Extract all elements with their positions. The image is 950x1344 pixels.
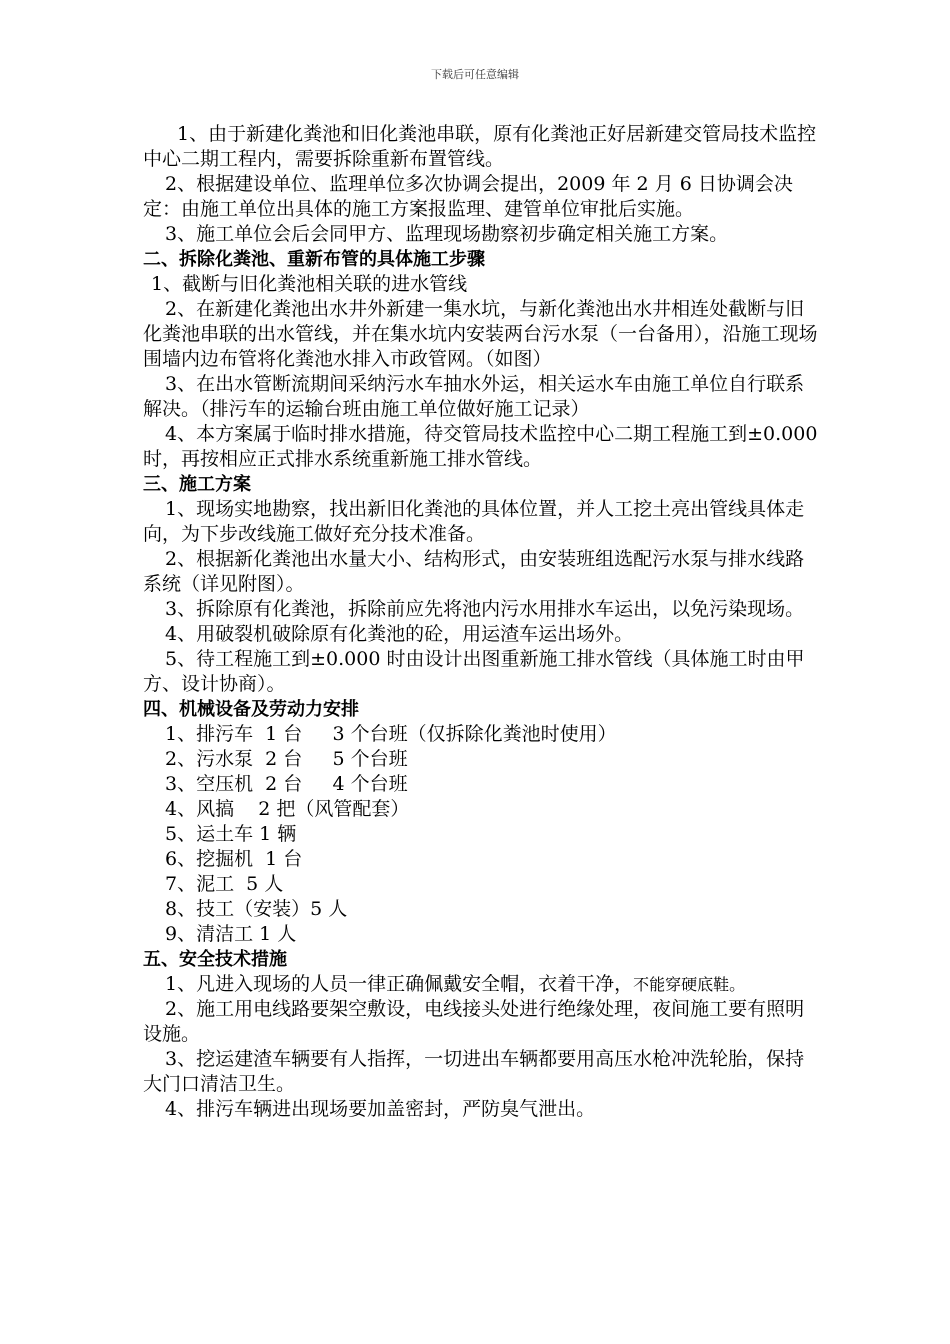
paragraph	[143, 972, 823, 997]
list-item: 4、风搞 2 把（风管配套）	[165, 798, 410, 820]
paragraph: 1、由于新建化粪池和旧化粪池串联，原有化粪池正好居新建交管局技术监控中心二期工程内，需要拆除重新布置管线。	[143, 123, 817, 170]
paragraph: 2、根据建设单位、监理单位多次协调会提出，2009 年 2 月 6 日协调会决定：由施工单位出具体的施工方案报监理、建管单位审批后实施。	[143, 173, 793, 220]
paragraph: 3、拆除原有化粪池，拆除前应先将池内污水用排水车运出，以免污染现场。	[165, 598, 805, 620]
paragraph: 4、排污车辆进出现场要加盖密封，严防臭气泄出。	[165, 1098, 596, 1120]
equipment-list	[143, 722, 823, 947]
list-item: 6、挖掘机 1 台	[165, 848, 303, 870]
page-header: 下载后可任意编辑	[431, 68, 519, 81]
paragraph: 3、挖运建渣车辆要有人指挥，一切进出车辆都要用高压水枪冲洗轮胎，保持大门口清洁卫生。	[143, 1048, 805, 1095]
paragraph: 2、施工用电线路要架空敷设，电线接头处进行绝缘处理，夜间施工要有照明设施。	[143, 998, 805, 1045]
paragraph: 1、截断与旧化粪池相关联的进水管线	[151, 273, 468, 295]
list-item: 8、技工（安装）5 人	[165, 898, 348, 920]
paragraph-text-small: 不能穿硬底鞋。	[633, 975, 746, 994]
list-item: 3、空压机 2 台 4 个台班	[165, 773, 408, 795]
list-item: 1、排污车 1 台 3 个台班（仅拆除化粪池时使用）	[165, 723, 617, 745]
paragraph: 2、根据新化粪池出水量大小、结构形式，由安装班组选配污水泵与排水线路系统（详见附图）。	[143, 548, 805, 595]
list-item: 5、运土车 1 辆	[165, 823, 297, 845]
paragraph: 1、现场实地勘察，找出新旧化粪池的具体位置，并人工挖土亮出管线具体走向，为下步改线施工做好充分技术准备。	[143, 498, 805, 545]
paragraph: 5、待工程施工到±0.000 时由设计出图重新施工排水管线（具体施工时由甲方、设计协商）。	[143, 648, 805, 695]
paragraph: 4、用破裂机破除原有化粪池的砼，用运渣车运出场外。	[165, 623, 634, 645]
paragraph-text: 1、凡进入现场的人员一律正确佩戴安全帽，衣着干净，	[165, 973, 634, 995]
section-heading: 三、施工方案	[143, 474, 251, 495]
section-heading: 五、安全技术措施	[143, 949, 287, 970]
section-heading: 二、拆除化粪池、重新布管的具体施工步骤	[143, 249, 485, 270]
paragraph: 3、施工单位会后会同甲方、监理现场勘察初步确定相关施工方案。	[165, 223, 729, 245]
paragraph: 3、在出水管断流期间采纳污水车抽水外运，相关运水车由施工单位自行联系解决。（排污车的运输台班由施工单位做好施工记录）	[143, 373, 805, 420]
paragraph: 4、本方案属于临时排水措施，待交管局技术监控中心二期工程施工到±0.000 时，再按相应正式排水系统重新施工排水管线。	[143, 423, 818, 470]
section-heading: 四、机械设备及劳动力安排	[143, 699, 359, 720]
list-item: 7、泥工 5 人	[165, 873, 284, 895]
list-item: 2、污水泵 2 台 5 个台班	[165, 748, 408, 770]
document-body	[143, 122, 823, 1122]
list-item: 9、清洁工 1 人	[165, 923, 297, 945]
paragraph: 2、在新建化粪池出水井外新建一集水坑，与新化粪池出水井相连处截断与旧化粪池串联的出水管线，并在集水坑内安装两台污水泵（一台备用），沿施工现场围墙内边布管将化粪池水排入市政管网。（如图）	[143, 298, 818, 370]
